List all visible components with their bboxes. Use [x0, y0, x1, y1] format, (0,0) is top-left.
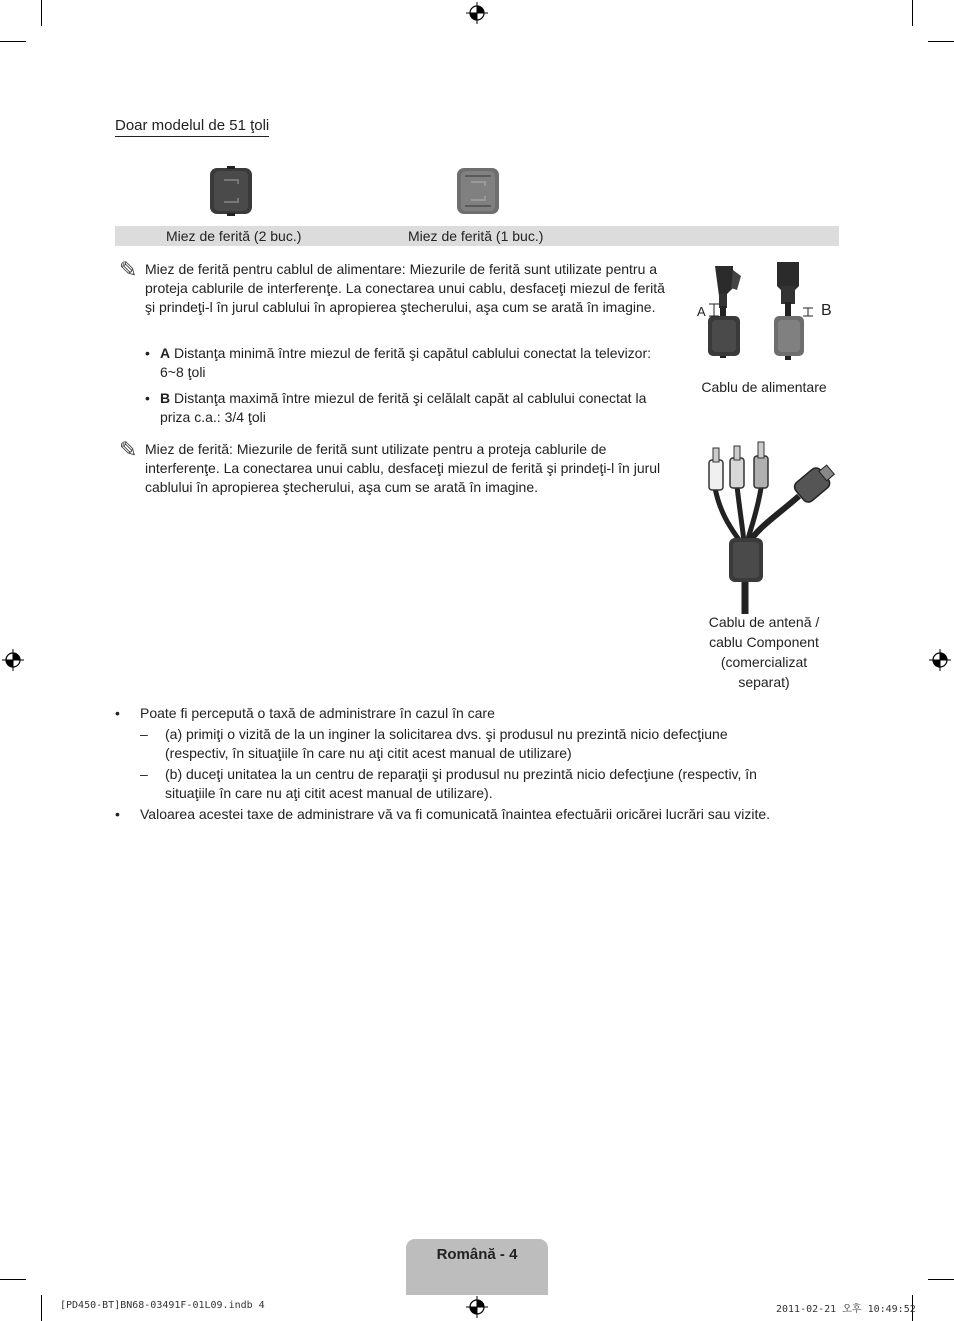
- registration-mark-left-icon: [2, 649, 24, 671]
- caption-line: cablu Component: [709, 634, 819, 650]
- crop-mark: [928, 1279, 954, 1280]
- ferrite-core-dark-icon: [208, 166, 254, 216]
- dash-marker: –: [140, 766, 148, 782]
- note-pencil-icon: ✎: [119, 437, 138, 462]
- bullet-text: Valoarea acestei taxe de administrare vă va fi comunicată înaintea efectuării oricărei lucrări sau vizite.: [140, 806, 771, 822]
- bullet-dot: •: [115, 705, 120, 721]
- bullet-dot: •: [145, 345, 150, 361]
- caption-line: Cablu de antenă /: [708, 614, 820, 630]
- crop-mark: [928, 41, 954, 42]
- dash-marker: –: [140, 726, 148, 742]
- list-item: [115, 704, 835, 723]
- bullet-key: B: [160, 390, 171, 406]
- figure-caption: Cablu de alimentare: [701, 379, 827, 395]
- accessory-label: Miez de ferită (2 buc.): [166, 228, 302, 244]
- sub-item-text: (b) duceţi unitatea la un centru de reparaţii şi produsul nu prezintă nicio defecţiune (respectiv, în situaţiile în care nu aţi citit acest manual de utilizare).: [165, 766, 757, 801]
- crop-mark: [912, 0, 913, 26]
- list-item: [145, 389, 675, 427]
- print-slug-right: 2011-02-21 오후 10:49:52: [776, 1304, 916, 1315]
- bullet-text: Distanţa minimă între miezul de ferită şi capătul cablului conectat la televizor: 6~8 ţoli: [160, 345, 652, 380]
- bullet-dot: •: [145, 390, 150, 406]
- list-item: [115, 805, 835, 824]
- bullet-text: Distanţa maximă între miezul de ferită şi celălalt capăt al cablului conectat la priza c.a.: 3/4 ţoli: [160, 390, 647, 425]
- sub-list-item: [140, 765, 760, 803]
- registration-mark-right-icon: [929, 649, 951, 671]
- sub-item-text: (a) primiţi o vizită de la un inginer la solicitarea dvs. şi produsul nu prezintă nicio defecţiune (respectiv, în situaţiile în care nu aţi citit acest manual de utilizare): [165, 726, 728, 761]
- caption-line: (comercializat: [720, 654, 808, 670]
- list-item: [145, 344, 675, 382]
- registration-mark-top-icon: [466, 2, 488, 24]
- sub-list-item: [140, 725, 760, 763]
- crop-mark: [41, 0, 42, 26]
- crop-mark: [0, 1279, 26, 1280]
- section-heading: Doar modelul de 51 ţoli: [115, 117, 269, 137]
- accessory-label: Miez de ferită (1 buc.): [408, 228, 544, 244]
- bullet-dot: •: [115, 806, 120, 822]
- note-text: Miez de ferită pentru cablul de alimentare: Miezurile de ferită sunt utilizate pentru a proteja cablurile de interferenţe. La conectarea unui cablu, desfaceţi miezul de ferită şi prindeţi-l în jurul cablului în apropierea ştecherului, aşa cum se arată în imagine.: [145, 261, 665, 315]
- crop-mark: [0, 41, 26, 42]
- dimension-label-a: A: [697, 304, 706, 319]
- note-text: Miez de ferită: Miezurile de ferită sunt utilizate pentru a proteja cablurile de interferenţe. La conectarea unui cablu, desfaceţi miezul de ferită şi prindeţi-l în jurul cablului în apropierea ştecherului, aşa cum se arată în imagine.: [145, 441, 661, 495]
- registration-mark-bottom-icon: [466, 1296, 488, 1318]
- ferrite-core-grey-icon: [455, 166, 501, 216]
- bullet-text: Poate fi percepută o taxă de administrare în cazul în care: [140, 705, 495, 721]
- crop-mark: [41, 1295, 42, 1321]
- print-slug-left: [PD450-BT]BN68-03491F-01L09.indb 4: [60, 1300, 265, 1311]
- figure-caption: [688, 612, 840, 692]
- power-cable-illustration: [695, 258, 835, 373]
- note-pencil-icon: ✎: [119, 257, 138, 282]
- dimension-label-b: B: [821, 302, 832, 319]
- page-number-tab: Română - 4: [406, 1239, 548, 1295]
- antenna-component-cable-illustration: [695, 438, 835, 616]
- bullet-key: A: [160, 345, 171, 361]
- caption-line: separat): [738, 674, 790, 690]
